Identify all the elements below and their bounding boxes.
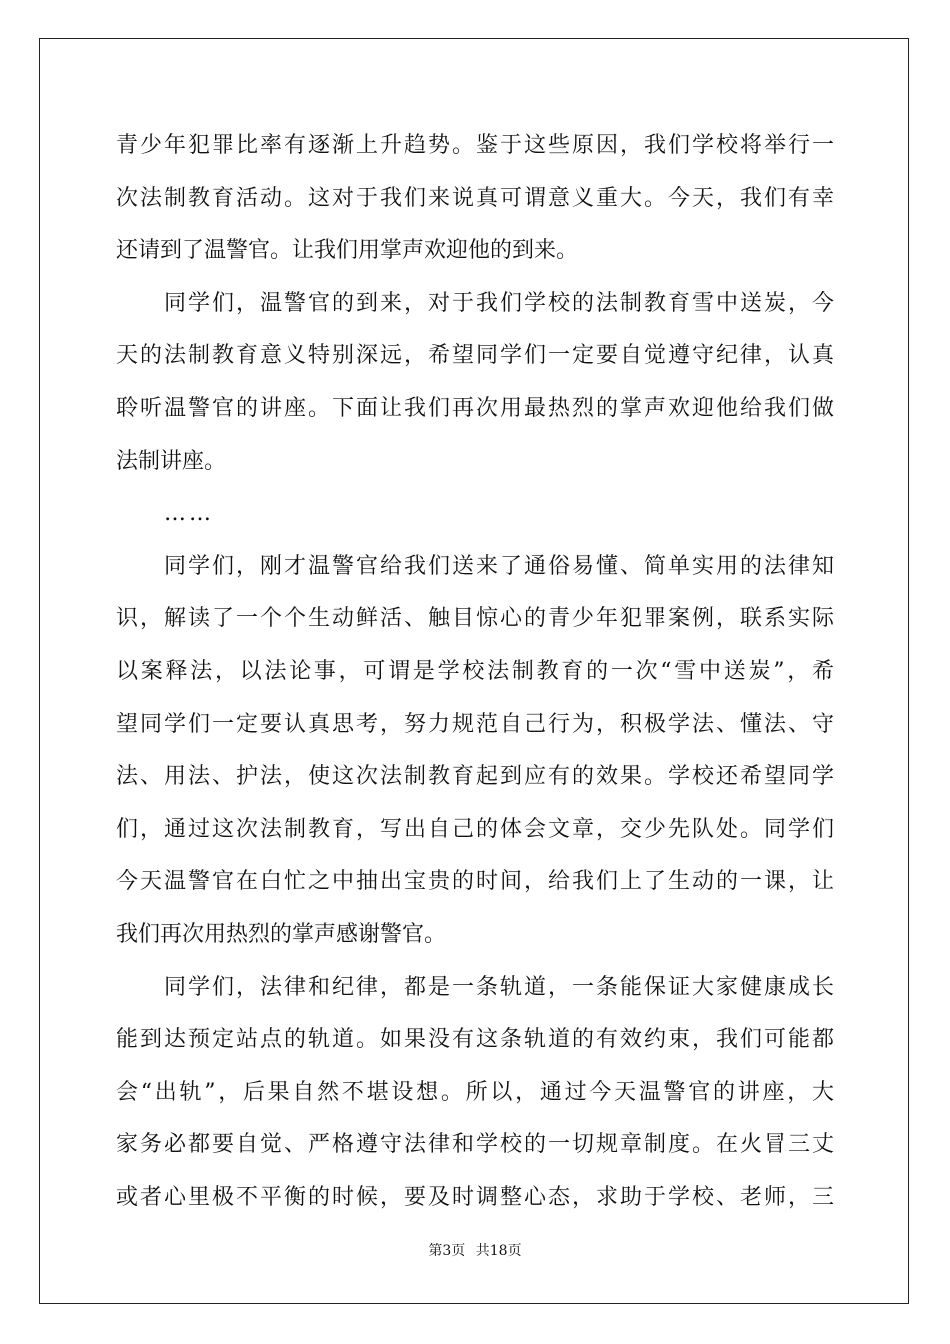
text-line: 法、用法、护法，使这次法制教育起到应有的效果。学校还希望同学	[116, 764, 834, 790]
text-line: 还请到了温警官。让我们用掌声欢迎他的到来。	[116, 238, 579, 264]
text-line: 同学们，法律和纪律，都是一条轨道，一条能保证大家健康成长	[164, 974, 834, 1000]
text-line: 以案释法，以法论事，可谓是学校法制教育的一次“雪中送炭”，希	[116, 658, 834, 684]
page-number: 第3页	[428, 1243, 466, 1259]
text-line: 望同学们一定要认真思考，努力规范自己行为，积极学法、懂法、守	[116, 711, 834, 737]
paragraph-continued	[116, 120, 834, 278]
text-line: 今天温警官在白忙之中抽出宝贵的时间，给我们上了生动的一课，让	[116, 869, 834, 895]
text-line: 家务必都要自觉、严格遵守法律和学校的一切规章制度。在火冒三丈	[116, 1132, 834, 1158]
document-body	[116, 120, 834, 1224]
text-line: 会“出轨”，后果自然不堪设想。所以，通过今天温警官的讲座，大	[116, 1079, 834, 1105]
text-line: 能到达预定站点的轨道。如果没有这条轨道的有效约束，我们可能都	[116, 1027, 834, 1053]
text-line: 聆听温警官的讲座。下面让我们再次用最热烈的掌声欢迎他给我们做	[116, 395, 834, 421]
text-line: 天的法制教育意义特别深远，希望同学们一定要自觉遵守纪律，认真	[116, 343, 834, 369]
page-footer	[0, 1240, 950, 1260]
text-line: 我们再次用热烈的掌声感谢警官。	[116, 921, 447, 947]
paragraph-thanks	[116, 541, 834, 962]
page-total: 共18页	[475, 1243, 522, 1259]
text-line: 法制讲座。	[116, 448, 227, 474]
ellipsis	[116, 488, 834, 541]
text-line: 青少年犯罪比率有逐渐上升趋势。鉴于这些原因，我们学校将举行一	[116, 133, 834, 158]
text-line: 同学们，温警官的到来，对于我们学校的法制教育雪中送炭，今	[164, 290, 834, 316]
paragraph-rules	[116, 962, 834, 1225]
text-line: 次法制教育活动。这对于我们来说真可谓意义重大。今天，我们有幸	[116, 185, 834, 211]
text-line: 识，解读了一个个生动鲜活、触目惊心的青少年犯罪案例，联系实际	[116, 606, 834, 632]
text-line: 同学们，刚才温警官给我们送来了通俗易懂、简单实用的法律知	[164, 553, 834, 579]
text-line: 们，通过这次法制教育，写出自己的体会文章，交少先队处。同学们	[116, 816, 834, 842]
paragraph-welcome	[116, 278, 834, 488]
text-line: ……	[164, 501, 214, 527]
text-line: 或者心里极不平衡的时候，要及时调整心态，求助于学校、老师，三	[116, 1184, 834, 1210]
